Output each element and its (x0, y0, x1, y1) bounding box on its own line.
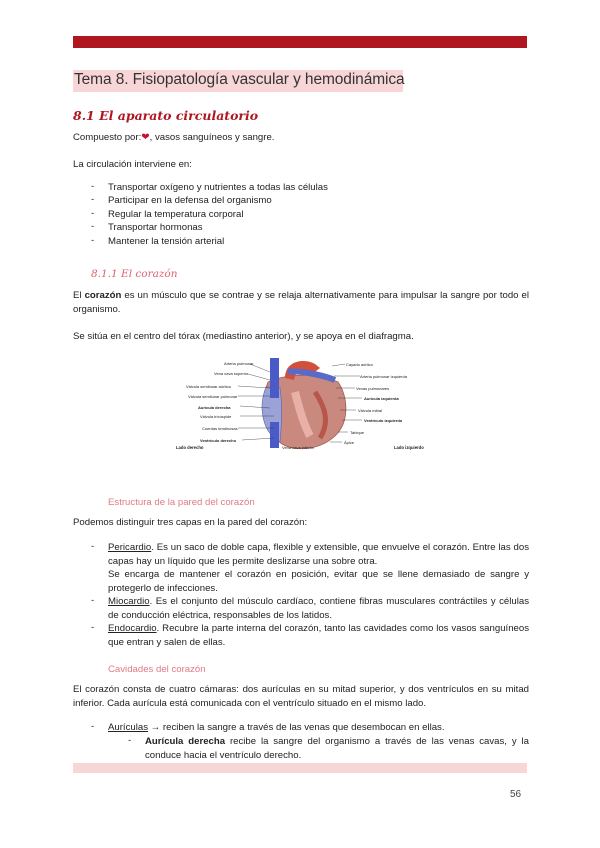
list-item: Transportar oxígeno y nutrientes a todas las células (108, 182, 328, 193)
cavities-heading: Cavidades del corazón (108, 664, 206, 675)
label-ventriculo-derecho: Ventrículo derecho (200, 438, 237, 443)
heart-paragraph-2: Se sitúa en el centro del tórax (mediastino anterior), y se apoya en el diafragma. (73, 331, 414, 342)
cavities-paragraph: El corazón consta de cuatro cámaras: dos aurículas en su mitad superior, y dos ventrículos en su mitad inferior. Cada aurícula está comunicada con el ventrículo situado en el mismo lado. (73, 684, 529, 709)
heart-paragraph-1: El corazón es un músculo que se contrae y se relaja alternativamente para impulsar la sangre por todo el organismo. (73, 290, 529, 315)
label-ventriculo-izquierdo: Ventrículo izquierdo (364, 418, 403, 423)
label-valvula-semilunar-pulmonar: Válvula semilunar pulmonar (188, 394, 238, 399)
list-item-miocardio: Miocardio. Es el conjunto del músculo cardíaco, contiene fibras musculares contráctiles y células de conducción eléctrica, responsables de los latidos. (108, 596, 529, 621)
list-item: Regular la temperatura corporal (108, 209, 244, 220)
label-auricula-izquierda: Aurícula izquierda (364, 396, 399, 401)
label-vena-cava-inferior: Vena cava inferior (282, 445, 315, 450)
section-heading: 8.1 El aparato circulatorio (73, 108, 259, 123)
circulation-intro: La circulación interviene en: (73, 159, 192, 170)
label-arteria-pulmonar-izq: Arteria pulmonar izquierda (360, 374, 407, 379)
label-lado-derecho: Lado derecho (176, 445, 204, 450)
label-auricula-derecha: Aurícula derecha (198, 405, 231, 410)
list-item: Participar en la defensa del organismo (108, 195, 272, 206)
wall-structure-heading: Estructura de la pared del corazón (108, 497, 255, 508)
label-venas-pulmonares: Venas pulmonares (356, 386, 390, 391)
heart-icon: ❤ (141, 132, 150, 143)
label-valvula-semilunar-aortica: Válvula semilunar aórtica (186, 384, 231, 389)
list-item-auriculas: Aurículas → reciben la sangre a través de las venas que desembocan en ellas. (108, 722, 445, 733)
label-cayado-aortico: Cayado aórtico (346, 362, 373, 367)
page-number: 56 (510, 789, 522, 800)
label-valvula-tricuspide: Válvula tricúspide (200, 414, 232, 419)
composed-paragraph: Compuesto por:❤, vasos sanguíneos y sangre. (73, 132, 275, 143)
label-tabique: Tabique (350, 430, 365, 435)
label-apice: Ápice (344, 440, 355, 445)
label-cuerdas-tendinosas: Cuerdas tendinosas (202, 426, 238, 431)
heart-diagram (170, 352, 440, 450)
label-arteria-pulmonar: Arteria pulmonar (224, 361, 254, 366)
label-lado-izquierdo: Lado izquierdo (394, 445, 424, 450)
bottom-highlight (73, 763, 527, 773)
list-item: Mantener la tensión arterial (108, 236, 225, 247)
label-valvula-mitral: Válvula mitral (358, 408, 383, 413)
subsection-heading: 8.1.1 El corazón (91, 268, 178, 280)
list-item-endocardio: Endocardio. Recubre la parte interna del corazón, tanto las cavidades como los vasos sanguíneos que entran y salen de ellas. (108, 623, 529, 648)
label-vena-cava-superior: Vena cava superior (214, 371, 249, 376)
list-item: Transportar hormonas (108, 222, 203, 233)
wall-intro: Podemos distinguir tres capas en la pared del corazón: (73, 517, 308, 528)
top-accent-bar (73, 36, 527, 48)
page-title: Tema 8. Fisiopatología vascular y hemodinámica (74, 71, 405, 88)
list-item-pericardio: Pericardio. Es un saco de doble capa, flexible y extensible, que envuelve el corazón. Entre las dos capas hay un líquido que les permite deslizarse una sobre otra. Se encarga de mantener el corazón en posición, evitar que se llene demasiado de sangre y protegerlo de infecciones. (108, 542, 529, 594)
list-item-auricula-derecha: Aurícula derecha recibe la sangre del organismo a través de las venas cavas, y la conduce hacia el ventrículo derecho. (145, 736, 529, 761)
